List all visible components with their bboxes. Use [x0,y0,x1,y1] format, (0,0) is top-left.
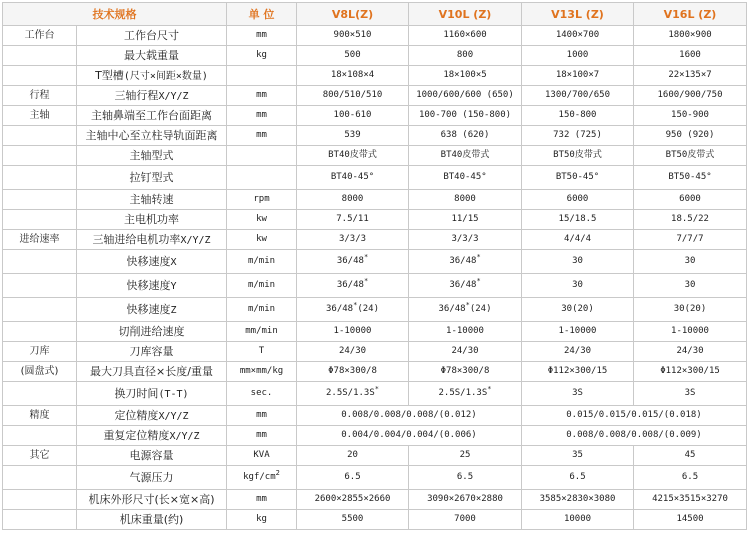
table-row [3,490,747,510]
value-cell: 5500 [297,510,409,530]
unit-cell: kw [227,210,297,230]
table-row [3,26,747,46]
value-cell: 800 [409,46,522,66]
value-cell: 45 [634,446,747,466]
value-cell: 7000 [409,510,522,530]
unit-cell: kg [227,46,297,66]
item-label [77,86,227,106]
value-cell: Φ78×300/8 [297,362,409,382]
value-cell: 3/3/3 [409,230,522,250]
table-row [3,66,747,86]
table-row [3,406,747,426]
value-cell: 1800×900 [634,26,747,46]
table-row [3,298,747,322]
table-row [3,146,747,166]
value-cell: 22×135×7 [634,66,747,86]
value-cell-merged: 0.004/0.004/0.004/(0.006) [297,426,522,446]
unit-cell: mm [227,126,297,146]
unit-cell: kgf/$cm^2$ [227,466,297,490]
category-label [3,382,77,406]
value-cell: 18×100×5 [409,66,522,86]
item-label-suffix: X/Y/Z [158,410,189,422]
value-cell: 2.5S/1.3S* [297,382,409,406]
item-label-suffix: X/Y/Z [180,234,211,246]
value-cell: 1600/900/750 [634,86,747,106]
table-row [3,342,747,362]
item-label-cn: 快移速度 [126,278,171,292]
value-cell: BT50皮带式 [522,146,634,166]
category-label [3,490,77,510]
table-row [3,362,747,382]
value-cell: 6.5 [634,466,747,490]
value-cell: 20 [297,446,409,466]
value-cell: BT40皮带式 [409,146,522,166]
value-cell: 1000/600/600 (650) [409,86,522,106]
value-cell: 25 [409,446,522,466]
category-label [3,146,77,166]
header-model: V13L (Z) [522,3,634,26]
value-cell: 1400×700 [522,26,634,46]
table-row [3,250,747,274]
value-cell: 24/30 [297,342,409,362]
category-label: 工作台 [3,26,77,46]
item-label: 主轴型式 [77,146,227,166]
value-cell: 2.5S/1.3S* [409,382,522,406]
table-row [3,46,747,66]
value-cell: 500 [297,46,409,66]
category-label [3,274,77,298]
category-label [3,210,77,230]
value-cell: 2600×2855×2660 [297,490,409,510]
value-cell: 6000 [522,190,634,210]
table-row [3,86,747,106]
value-cell: 11/15 [409,210,522,230]
value-cell: BT40-45° [297,166,409,190]
category-label [3,166,77,190]
value-cell: 6.5 [522,466,634,490]
unit-cell: mm [227,426,297,446]
unit-cell [227,66,297,86]
value-cell: 14500 [634,510,747,530]
unit-cell: m/min [227,298,297,322]
table-row [3,322,747,342]
item-label-suffix: (T-T) [158,388,189,400]
value-cell: 36/48* [297,274,409,298]
value-cell: 8000 [297,190,409,210]
value-cell: 4/4/4 [522,230,634,250]
value-cell: 732 (725) [522,126,634,146]
value-cell: 638 (620) [409,126,522,146]
category-label [3,66,77,86]
item-label-suffix: X/Y/Z [158,90,189,102]
category-label [3,250,77,274]
value-cell: BT50-45° [634,166,747,190]
spec-table [2,2,747,530]
table-row [3,426,747,446]
value-cell: 6.5 [409,466,522,490]
table-row [3,274,747,298]
value-cell: 30 [634,274,747,298]
value-cell: 24/30 [522,342,634,362]
table-row [3,230,747,250]
value-cell: 36/48*(24) [409,298,522,322]
header-spec: 技术规格 [3,3,227,26]
item-label: 主轴中心至立柱导轨面距离 [77,126,227,146]
item-label: 主轴转速 [77,190,227,210]
item-label: 切削进给速度 [77,322,227,342]
item-label-suffix: X/Y/Z [169,430,200,442]
item-label: 最大载重量 [77,46,227,66]
item-label: 刀库容量 [77,342,227,362]
value-cell: 30 [522,250,634,274]
value-cell: 24/30 [634,342,747,362]
value-cell: 8000 [409,190,522,210]
value-cell: 800/510/510 [297,86,409,106]
item-label: 气源压力 [77,466,227,490]
category-label [3,426,77,446]
value-cell: 1-10000 [522,322,634,342]
table-row [3,510,747,530]
value-cell: 900×510 [297,26,409,46]
item-label-cn: T型槽 [95,68,124,82]
value-cell: 30 [522,274,634,298]
unit-cell: mm [227,490,297,510]
unit-cell: m/min [227,250,297,274]
item-label [77,298,227,322]
item-label-cn: 换刀时间 [114,386,159,400]
unit-cell: mm [227,106,297,126]
item-label: 工作台尺寸 [77,26,227,46]
value-cell: 15/18.5 [522,210,634,230]
item-label: 主轴鼻端至工作台面距离 [77,106,227,126]
category-label [3,298,77,322]
item-label-cn: 重复定位精度 [103,428,170,442]
value-cell: 3/3/3 [297,230,409,250]
table-row [3,166,747,190]
item-label-cn: 定位精度 [114,408,159,422]
value-cell: 10000 [522,510,634,530]
value-cell: 36/48* [409,274,522,298]
unit-cell [227,146,297,166]
item-label: 机床外形尺寸(长×宽×高) [77,490,227,510]
value-cell: 18×108×4 [297,66,409,86]
value-cell: 3585×2830×3080 [522,490,634,510]
value-cell: Φ112×300/15 [634,362,747,382]
item-label-suffix: X [170,256,177,268]
value-cell: 3S [522,382,634,406]
category-label: 行程 [3,86,77,106]
value-cell: BT50-45° [522,166,634,190]
item-label [77,426,227,446]
header-unit: 单 位 [227,3,297,26]
value-cell-merged: 0.008/0.008/0.008/(0.009) [522,426,747,446]
value-cell: 1-10000 [634,322,747,342]
value-cell: 35 [522,446,634,466]
category-label [3,46,77,66]
table-row [3,446,747,466]
table-row [3,382,747,406]
header-model: V8L(Z) [297,3,409,26]
value-cell: 30(20) [634,298,747,322]
value-cell: BT40-45° [409,166,522,190]
unit-cell: mm/min [227,322,297,342]
item-label: 机床重量(约) [77,510,227,530]
item-label: 最大刀具直径×长度/重量 [77,362,227,382]
category-label: 其它 [3,446,77,466]
item-label-cn: 快移速度 [126,254,171,268]
header-row [3,3,747,26]
category-label: (圆盘式) [3,362,77,382]
item-label [77,406,227,426]
value-cell: Φ112×300/15 [522,362,634,382]
value-cell: 539 [297,126,409,146]
table-row [3,210,747,230]
item-label: 拉钉型式 [77,166,227,190]
unit-cell: T [227,342,297,362]
category-label: 主轴 [3,106,77,126]
unit-cell: sec. [227,382,297,406]
header-model: V10L (Z) [409,3,522,26]
value-cell-merged: 0.008/0.008/0.008/(0.012) [297,406,522,426]
item-label-suffix: (尺寸×间距×数量) [123,70,208,82]
category-label: 刀库 [3,342,77,362]
value-cell: 36/48*(24) [297,298,409,322]
value-cell: 3090×2670×2880 [409,490,522,510]
category-label: 进给速率 [3,230,77,250]
value-cell: 100-610 [297,106,409,126]
category-label [3,322,77,342]
item-label-suffix: Z [170,304,177,316]
value-cell: 150-900 [634,106,747,126]
unit-cell: m/min [227,274,297,298]
item-label-suffix: Y [170,280,177,292]
value-cell: 6.5 [297,466,409,490]
item-label: 电源容量 [77,446,227,466]
value-cell: 3S [634,382,747,406]
table-row [3,190,747,210]
table-row [3,466,747,490]
value-cell: 18.5/22 [634,210,747,230]
value-cell: 30(20) [522,298,634,322]
header-model: V16L (Z) [634,3,747,26]
item-label-cn: 三轴进给电机功率 [92,232,181,246]
value-cell: 18×100×7 [522,66,634,86]
category-label [3,510,77,530]
value-cell: 7.5/11 [297,210,409,230]
unit-cell: mm [227,86,297,106]
value-cell: BT50皮带式 [634,146,747,166]
value-cell: BT40皮带式 [297,146,409,166]
value-cell: 1600 [634,46,747,66]
unit-cell [227,166,297,190]
unit-cell: kg [227,510,297,530]
item-label: 主电机功率 [77,210,227,230]
value-cell: 150-800 [522,106,634,126]
value-cell: 30 [634,250,747,274]
value-cell: 4215×3515×3270 [634,490,747,510]
value-cell: 6000 [634,190,747,210]
item-label-cn: 三轴行程 [114,88,159,102]
value-cell: 100-700 (150-800) [409,106,522,126]
value-cell: 7/7/7 [634,230,747,250]
value-cell: 36/48* [297,250,409,274]
value-cell-merged: 0.015/0.015/0.015/(0.018) [522,406,747,426]
value-cell: 1160×600 [409,26,522,46]
value-cell: 1300/700/650 [522,86,634,106]
unit-cell: rpm [227,190,297,210]
item-label [77,66,227,86]
value-cell: 1-10000 [409,322,522,342]
item-label [77,382,227,406]
item-label [77,274,227,298]
value-cell: 36/48* [409,250,522,274]
category-label [3,466,77,490]
value-cell: Φ78×300/8 [409,362,522,382]
item-label [77,230,227,250]
table-row [3,126,747,146]
item-label [77,250,227,274]
unit-cell: mm [227,406,297,426]
value-cell: 24/30 [409,342,522,362]
value-cell: 1000 [522,46,634,66]
unit-cell: mm [227,26,297,46]
value-cell: 950 (920) [634,126,747,146]
item-label-cn: 快移速度 [126,302,171,316]
category-label [3,190,77,210]
category-label [3,126,77,146]
value-cell: 1-10000 [297,322,409,342]
unit-cell: mm×mm/kg [227,362,297,382]
category-label: 精度 [3,406,77,426]
unit-cell: KVA [227,446,297,466]
unit-cell: kw [227,230,297,250]
table-row [3,106,747,126]
